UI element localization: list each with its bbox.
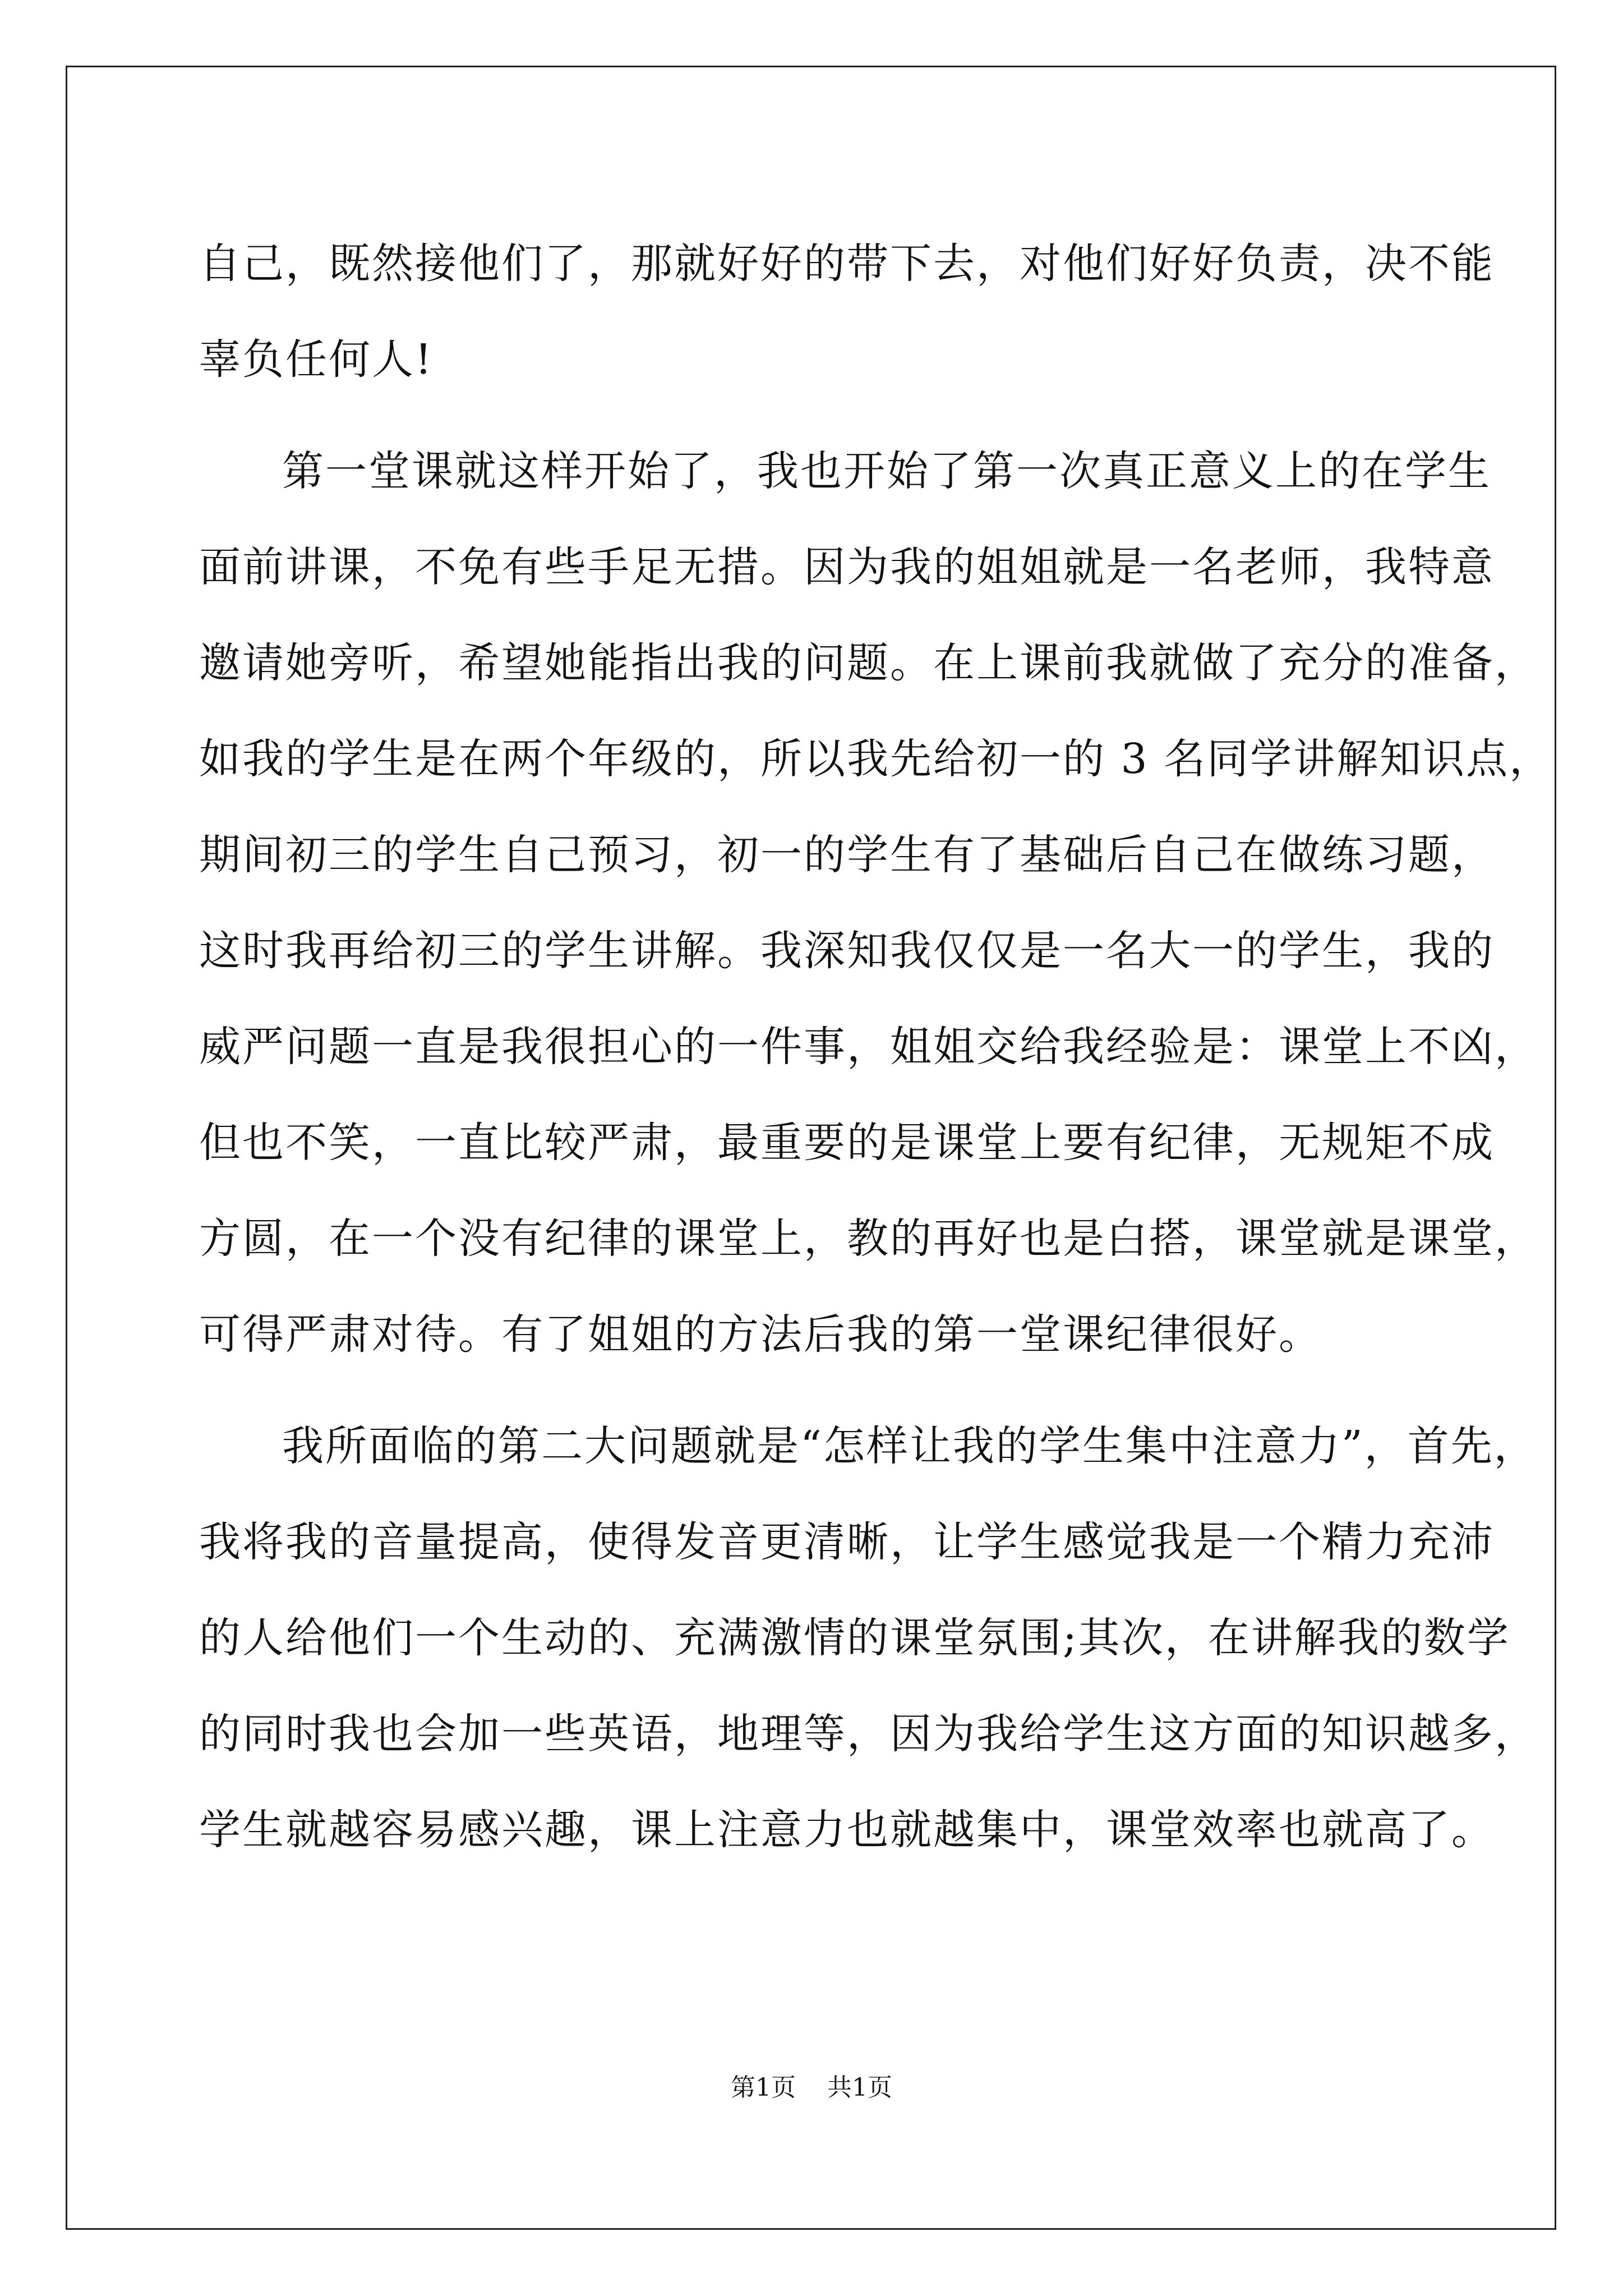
paragraph-first-line: 我所面临的第二大问题就是“怎样让我的学生集中注意力”，首先，: [282, 1422, 1537, 1470]
page-number-footer: 第1页 共1页: [731, 2073, 892, 2102]
text-line: 自己，既然接他们了，那就好好的带下去，对他们好好负责，决不能: [199, 240, 1495, 288]
text-line: 但也不笑，一直比较严肃，最重要的是课堂上要有纪律，无规矩不成: [199, 1119, 1495, 1167]
paragraph-first-line: 第一堂课就这样开始了，我也开始了第一次真正意义上的在学生: [282, 447, 1491, 495]
text-line: 如我的学生是在两个年级的，所以我先给初一的 3 名同学讲解知识点，: [199, 735, 1553, 783]
text-line: 的人给他们一个生动的、充满激情的课堂氛围;其次，在讲解我的数学: [199, 1614, 1510, 1662]
text-line: 我将我的音量提高，使得发音更清晰，让学生感觉我是一个精力充沛: [199, 1518, 1495, 1566]
text-line: 威严问题一直是我很担心的一件事，姐姐交给我经验是：课堂上不凶，: [199, 1023, 1538, 1071]
text-line: 学生就越容易感兴趣，课上注意力也就越集中，课堂效率也就高了。: [199, 1806, 1495, 1854]
text-line: 的同时我也会加一些英语，地理等，因为我给学生这方面的知识越多，: [199, 1710, 1538, 1758]
text-line: 辜负任何人!: [199, 335, 434, 384]
text-line: 邀请她旁听，希望她能指出我的问题。在上课前我就做了充分的准备，: [199, 639, 1538, 687]
document-body: [199, 216, 1553, 1878]
text-line: 方圆，在一个没有纪律的课堂上，教的再好也是白搭，课堂就是课堂，: [199, 1214, 1538, 1263]
text-line: 面前讲课，不免有些手足无措。因为我的姐姐就是一名老师，我特意: [199, 543, 1495, 591]
text-line: 期间初三的学生自己预习，初一的学生有了基础后自己在做练习题，: [199, 831, 1495, 879]
text-line: 可得严肃对待。有了姐姐的方法后我的第一堂课纪律很好。: [199, 1310, 1322, 1359]
text-line: 这时我再给初三的学生讲解。我深知我仅仅是一名大一的学生，我的: [199, 927, 1495, 975]
